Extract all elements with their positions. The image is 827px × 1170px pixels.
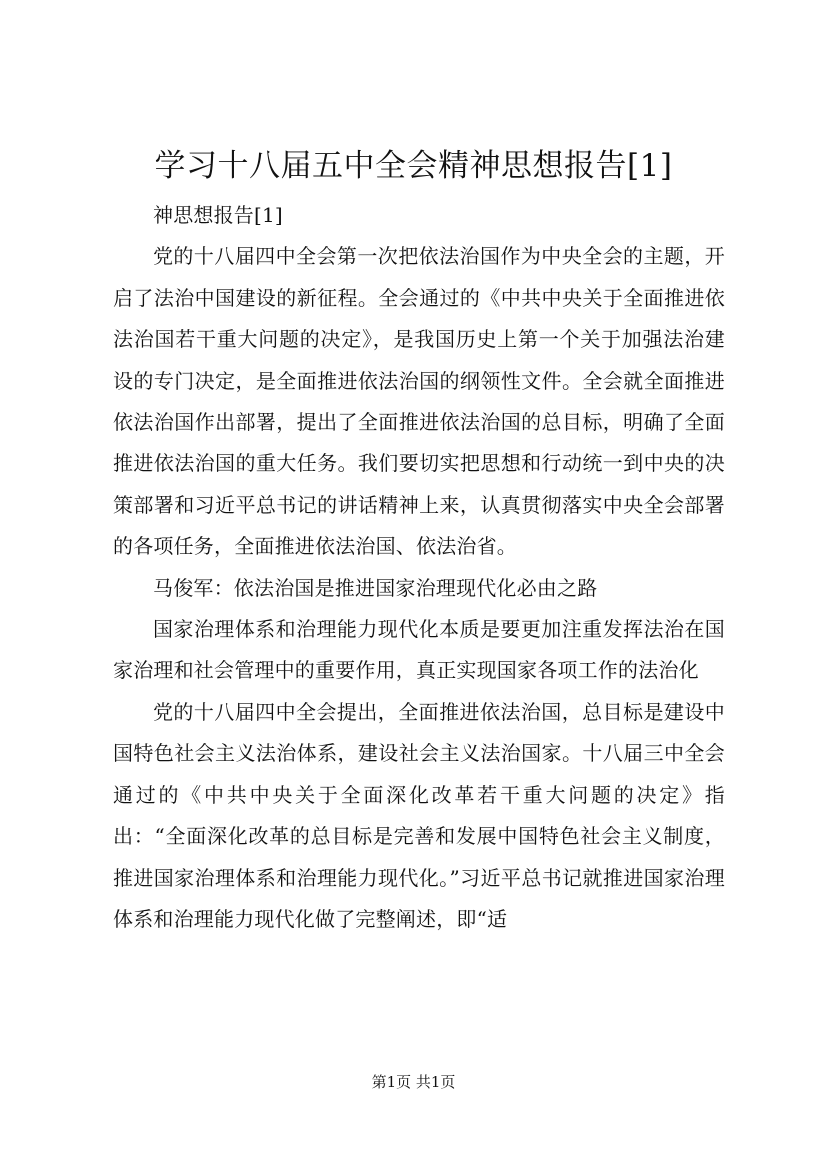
paragraph: 党的十八届四中全会第一次把依法治国作为中央全会的主题，开启了法治中国建设的新征程。全会通过的《中共中央关于全面推进依法治国若干重大问题的决定》，是我国历史上第一个关于加强法治建设的专门决定，是全面推进依法治国的纲领性文件。全会就全面推进依法治国作出部署，提出了全面推进依法治国的总目标，明确了全面推进依法治国的重大任务。我们要切实把思想和行动统一到中央的决策部署和习近平总书记的讲话精神上来，认真贯彻落实中央全会部署的各项任务，全面推进依法治国、依法治省。	[113, 244, 725, 559]
paragraph: 国家治理体系和治理能力现代化本质是要更加注重发挥法治在国家治理和社会管理中的重要作用，真正实现国家各项工作的法治化	[113, 617, 725, 683]
document-body	[113, 195, 725, 940]
paragraph: 党的十八届四中全会提出，全面推进依法治国，总目标是建设中国特色社会主义法治体系，建设社会主义法治国家。十八届三中全会通过的《中共中央关于全面深化改革若干重大问题的决定》指出：“全面深化改革的总目标是完善和发展中国特色社会主义制度，推进国家治理体系和治理能力现代化。”习近平总书记就推进国家治理体系和治理能力现代化做了完整阐述，即“适	[113, 699, 725, 931]
page-footer: 第1页 共1页	[371, 1073, 456, 1091]
paragraph-subtitle: 神思想报告[1]	[153, 203, 283, 227]
paragraph-heading: 马俊军：依法治国是推进国家治理现代化必由之路	[153, 575, 598, 600]
document-title: 学习十八届五中全会精神思想报告[1]	[154, 148, 673, 184]
